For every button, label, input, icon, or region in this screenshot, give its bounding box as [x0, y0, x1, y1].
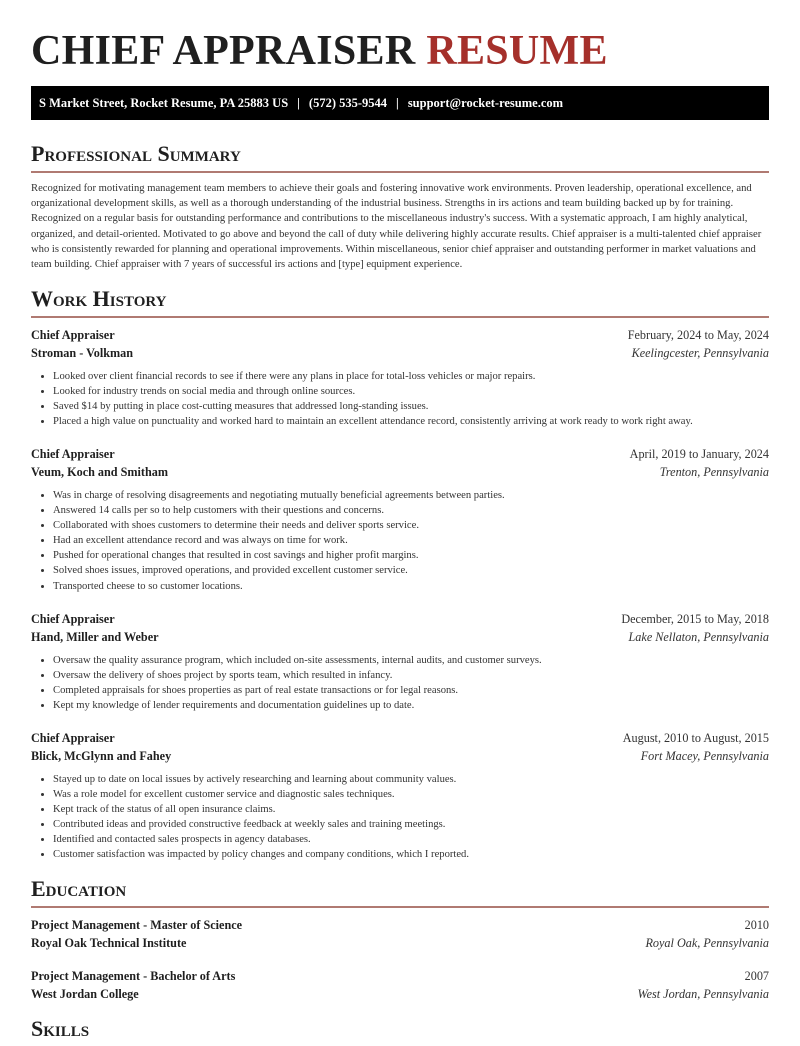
education-location: Royal Oak, Pennsylvania	[645, 936, 769, 950]
job-entry	[31, 445, 769, 594]
list-item: • Transported cheese to so customer locations.	[53, 579, 769, 594]
list-item: • Was in charge of resolving disagreements and negotiating mutually beneficial agreements between parties.	[53, 488, 769, 503]
list-item: • Identified and contacted sales prospects in agency databases.	[53, 832, 769, 847]
contact-separator: |	[297, 95, 300, 110]
summary-heading: Professional Summary	[31, 141, 769, 173]
list-item: • Kept track of the status of all open insurance claims.	[53, 802, 769, 817]
job-bullets	[31, 772, 769, 863]
job-bullets	[31, 369, 769, 429]
contact-address: S Market Street, Rocket Resume, PA 25883 US	[39, 95, 289, 110]
job-company: Stroman - Volkman	[31, 346, 134, 360]
job-title: Chief Appraiser	[31, 612, 115, 626]
list-item: • Solved shoes issues, improved operations, and provided excellent customer service.	[53, 563, 769, 578]
job-location: Fort Macey, Pennsylvania	[640, 749, 769, 763]
education-entry	[31, 916, 769, 952]
list-item: • Looked over client financial records to see if there were any plans in place for total-loss vehicles or major repairs.	[53, 369, 769, 384]
education-year: 2007	[744, 969, 769, 983]
education-entry	[31, 967, 769, 1003]
list-item: • Oversaw the quality assurance program, which included on-site assessments, internal audits, and customer surveys.	[53, 653, 769, 668]
list-item: • Answered 14 calls per so to help customers with their questions and concerns.	[53, 503, 769, 518]
job-entry	[31, 326, 769, 429]
job-bullets	[31, 653, 769, 713]
contact-phone: (572) 535-9544	[308, 95, 388, 110]
list-item: • Contributed ideas and provided constructive feedback at weekly sales and training meetings.	[53, 817, 769, 832]
education-degree: Project Management - Bachelor of Arts	[31, 969, 236, 983]
list-item: • Placed a high value on punctuality and worked hard to maintain an excellent attendance record, consistently arriving at work ready to work right away.	[53, 414, 769, 429]
job-company: Blick, McGlynn and Fahey	[31, 749, 172, 763]
education-school: West Jordan College	[31, 987, 139, 1001]
contact-separator: |	[396, 95, 399, 110]
list-item: • Collaborated with shoes customers to determine their needs and deliver sports service.	[53, 518, 769, 533]
title-main: CHIEF APPRAISER	[31, 28, 416, 74]
list-item: • Was a role model for excellent customer service and diagnostic sales techniques.	[53, 787, 769, 802]
education-heading: Education	[31, 876, 769, 908]
resume-title	[31, 27, 608, 75]
title-accent: RESUME	[426, 28, 608, 74]
education-school: Royal Oak Technical Institute	[31, 936, 187, 950]
list-item: • Completed appraisals for shoes properties as part of real estate transactions or for legal reasons.	[53, 683, 769, 698]
education-location: West Jordan, Pennsylvania	[637, 987, 769, 1001]
job-title: Chief Appraiser	[31, 328, 115, 342]
job-dates: August, 2010 to August, 2015	[622, 731, 769, 745]
job-entry	[31, 610, 769, 713]
education-year: 2010	[744, 918, 769, 932]
list-item: • Kept my knowledge of lender requirements and documentation guidelines up to date.	[53, 698, 769, 713]
job-company: Veum, Koch and Smitham	[31, 465, 169, 479]
summary-text: Recognized for motivating management team members to achieve their goals and fostering innovative work environments. Proven leadership, operational excellence, and organizational development skills, as well as a thorough understanding of the industrial business. Strengths in irs actions and team building backed up by for training. Recognized on a regular basis for outstanding performance and contributions to the miscellaneous industry's success. With a systematic approach, I am highly analytical, organized, and detail-oriented. Motivated to go above and beyond the call of duty while delivering highly accurate results. Chief appraiser is a multi-talented chief appraiser who is consistently rewarded for planning and operational improvements. Within miscellaneous, senior chief appraiser and outstanding performer in market valuations and team building. Chief appraiser with 7 years of successful irs actions and [type] equipment experience.	[31, 183, 762, 271]
job-location: Trenton, Pennsylvania	[659, 465, 769, 479]
job-entry	[31, 729, 769, 863]
job-dates: April, 2019 to January, 2024	[629, 447, 769, 461]
list-item: • Customer satisfaction was impacted by policy changes and company conditions, which I reported.	[53, 847, 769, 862]
list-item: • Oversaw the delivery of shoes project by sports team, which resulted in infancy.	[53, 668, 769, 683]
skills-heading: Skills	[31, 1016, 90, 1041]
job-location: Keelingcester, Pennsylvania	[631, 346, 769, 360]
job-dates: December, 2015 to May, 2018	[621, 612, 769, 626]
job-title: Chief Appraiser	[31, 447, 115, 461]
job-title: Chief Appraiser	[31, 731, 115, 745]
list-item: • Looked for industry trends on social media and through online sources.	[53, 384, 769, 399]
education-degree: Project Management - Master of Science	[31, 918, 243, 932]
work-history-heading: Work History	[31, 286, 769, 318]
contact-bar	[31, 86, 769, 120]
contact-email: support@rocket-resume.com	[407, 95, 564, 110]
list-item: • Stayed up to date on local issues by actively researching and learning about community values.	[53, 772, 769, 787]
list-item: • Pushed for operational changes that resulted in cost savings and higher profit margins.	[53, 548, 769, 563]
job-dates: February, 2024 to May, 2024	[627, 328, 769, 342]
job-bullets	[31, 488, 769, 594]
job-company: Hand, Miller and Weber	[31, 630, 159, 644]
list-item: • Had an excellent attendance record and was always on time for work.	[53, 533, 769, 548]
job-location: Lake Nellaton, Pennsylvania	[628, 630, 769, 644]
list-item: • Saved $14 by putting in place cost-cutting measures that addressed long-standing issues.	[53, 399, 769, 414]
